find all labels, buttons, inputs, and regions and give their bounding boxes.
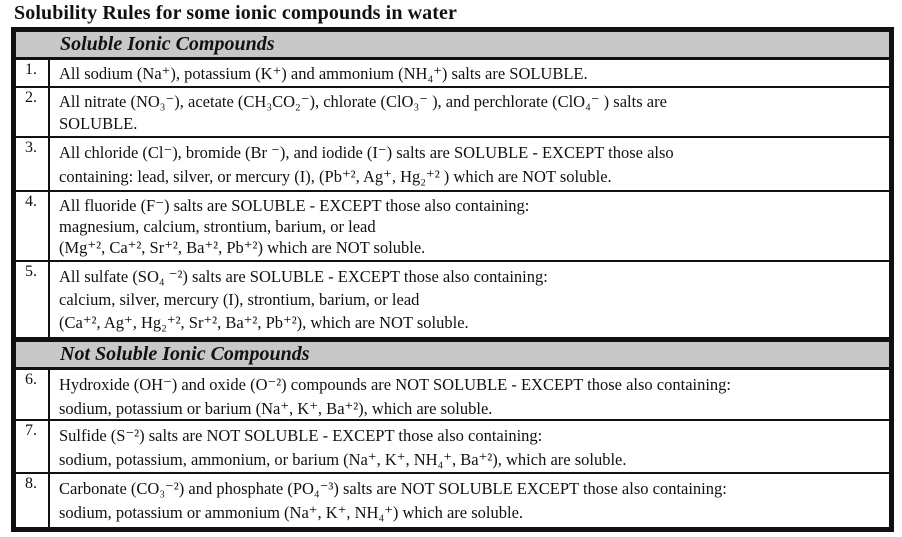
rule-row	[16, 370, 889, 421]
rule-row	[16, 474, 889, 527]
rule-line: All sodium (Na⁺), potassium (K⁺) and ammonium (NH₄⁺) salts are SOLUBLE.	[59, 64, 588, 83]
rule-text	[59, 63, 883, 85]
rule-line: magnesium, calcium, strontium, barium, or lead	[59, 217, 376, 236]
rule-line: All fluoride (F⁻) salts are SOLUBLE - EXCEPT those also containing:	[59, 196, 530, 215]
rule-text	[59, 424, 883, 472]
rule-text	[59, 141, 883, 189]
rule-line: All sulfate (SO₄ ⁻²) salts are SOLUBLE - EXCEPT those also containing:	[59, 267, 548, 286]
section-header-not-soluble	[16, 339, 889, 370]
rule-text	[59, 91, 883, 135]
rule-text	[59, 373, 883, 421]
rule-line: All nitrate (NO₃⁻), acetate (CH₃CO₂⁻), chlorate (ClO₃⁻ ), and perchlorate (ClO₄⁻ ) salts are	[59, 92, 667, 111]
rule-line: calcium, silver, mercury (I), strontium, barium, or lead	[59, 290, 420, 309]
section-title: Soluble Ionic Compounds	[60, 33, 275, 55]
rule-number: 5.	[16, 262, 50, 337]
rule-number: 3.	[16, 138, 50, 190]
rule-number: 6.	[16, 370, 50, 419]
rule-row	[16, 192, 889, 262]
rule-line: SOLUBLE.	[59, 114, 138, 133]
rule-row	[16, 88, 889, 138]
rule-line: sodium, potassium or barium (Na⁺, K⁺, Ba⁺²), which are soluble.	[59, 399, 493, 418]
rule-line: containing: lead, silver, or mercury (I), (Pb⁺², Ag⁺, Hg₂⁺² ) which are NOT soluble.	[59, 167, 612, 186]
rule-row	[16, 262, 889, 339]
rule-number: 8.	[16, 474, 50, 527]
rule-line: Hydroxide (OH⁻) and oxide (O⁻²) compounds are NOT SOLUBLE - EXCEPT those also containing:	[59, 375, 732, 394]
rule-number: 1.	[16, 60, 50, 86]
rule-line: Carbonate (CO₃⁻²) and phosphate (PO₄⁻³) salts are NOT SOLUBLE EXCEPT those also containing:	[59, 479, 727, 498]
rule-number: 7.	[16, 421, 50, 472]
rule-line: Sulfide (S⁻²) salts are NOT SOLUBLE - EXCEPT those also containing:	[59, 426, 543, 445]
rule-number: 2.	[16, 88, 50, 136]
section-title: Not Soluble Ionic Compounds	[60, 343, 310, 365]
rule-row	[16, 60, 889, 88]
rule-line: All chloride (Cl⁻), bromide (Br ⁻), and iodide (I⁻) salts are SOLUBLE - EXCEPT those also	[59, 143, 674, 162]
rule-text	[59, 195, 883, 258]
solubility-rules-table	[11, 27, 894, 532]
rule-row	[16, 138, 889, 192]
rule-line: sodium, potassium, ammonium, or barium (Na⁺, K⁺, NH₄⁺, Ba⁺²), which are soluble.	[59, 450, 627, 469]
rule-text	[59, 265, 883, 334]
section-header-soluble	[16, 32, 889, 60]
rule-line: (Mg⁺², Ca⁺², Sr⁺², Ba⁺², Pb⁺²) which are NOT soluble.	[59, 238, 426, 257]
rule-line: sodium, potassium or ammonium (Na⁺, K⁺, NH₄⁺) which are soluble.	[59, 503, 524, 522]
page-title: Solubility Rules for some ionic compounds in water	[14, 2, 457, 24]
rule-row	[16, 421, 889, 474]
rule-text	[59, 477, 883, 525]
rule-line: (Ca⁺², Ag⁺, Hg₂⁺², Sr⁺², Ba⁺², Pb⁺²), which are NOT soluble.	[59, 313, 469, 332]
rule-number: 4.	[16, 192, 50, 260]
